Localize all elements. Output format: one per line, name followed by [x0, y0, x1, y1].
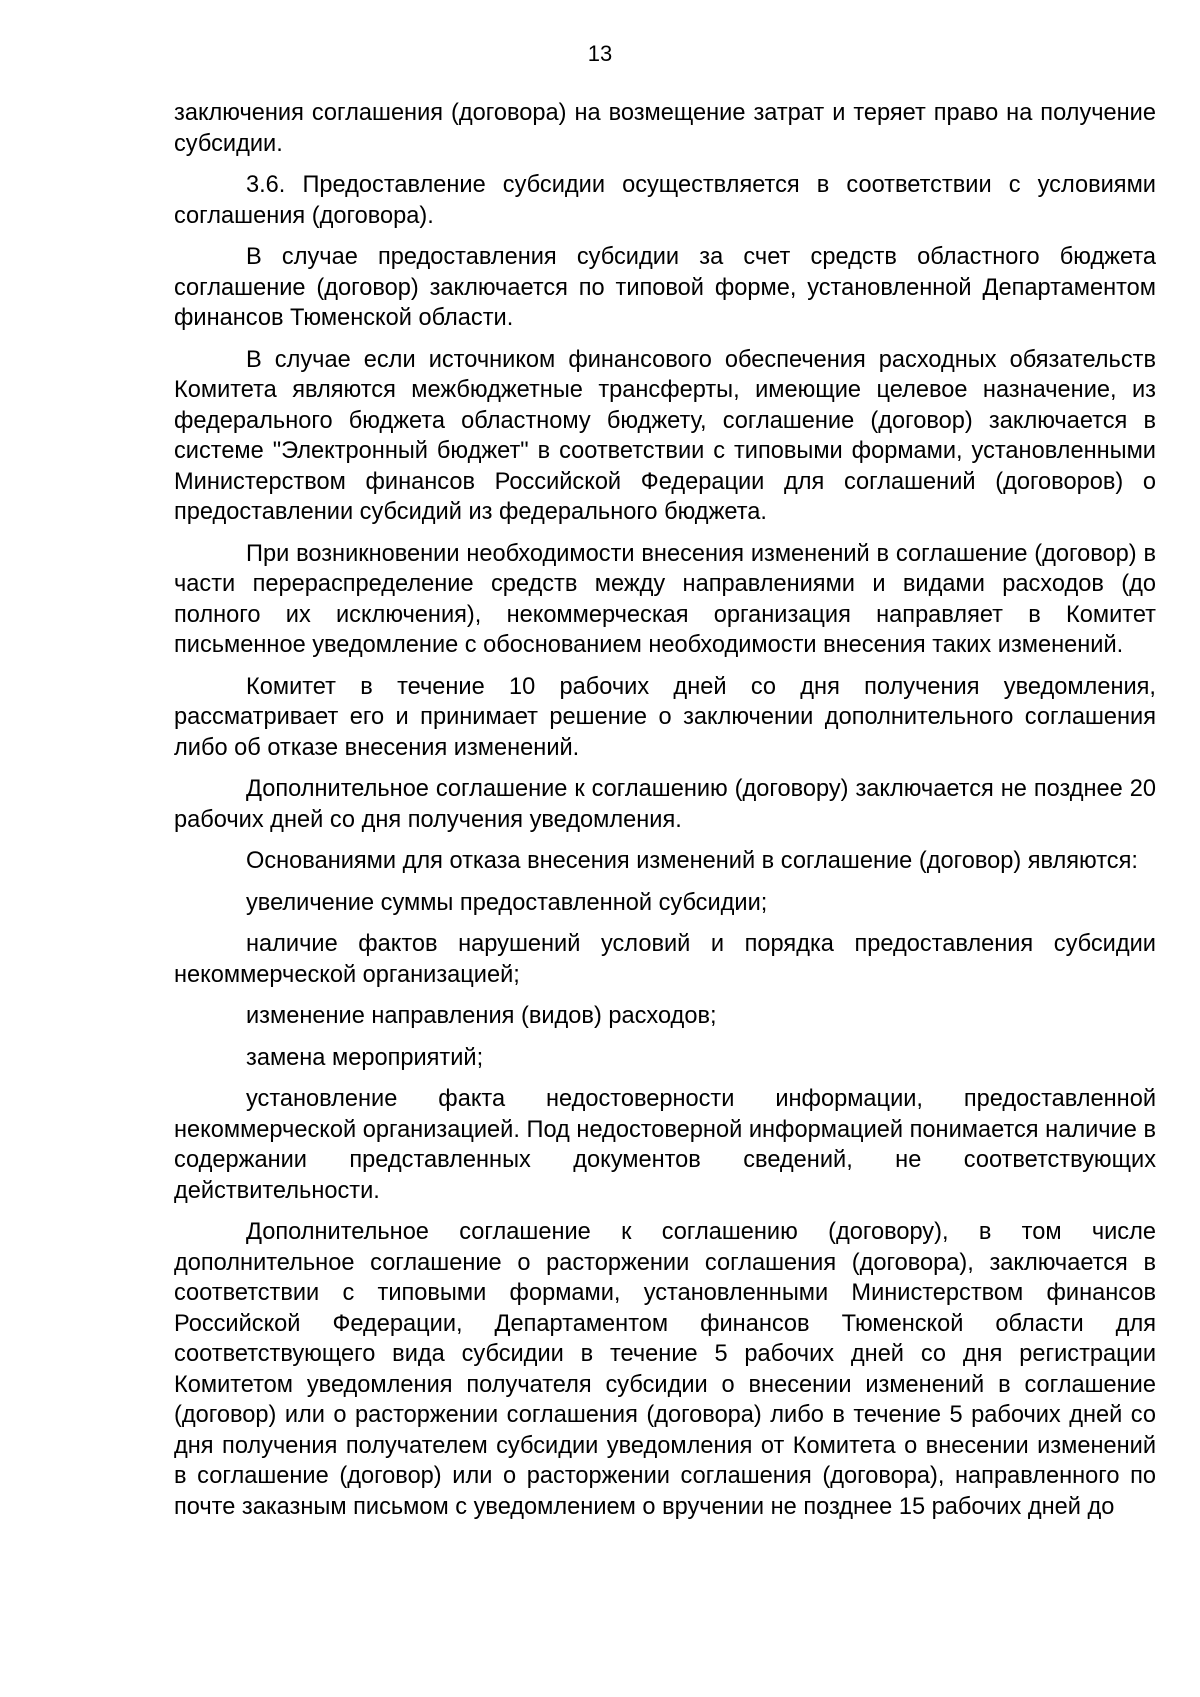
- list-item-4: замена мероприятий;: [246, 1044, 484, 1071]
- paragraph-1: заключения соглашения (договора) на возмещение затрат и теряет право на получение субсидии.: [174, 100, 1156, 157]
- document-body: [174, 98, 1156, 1533]
- paragraph-8: Основаниями для отказа внесения изменений в соглашение (договор) являются:: [246, 848, 1138, 874]
- list-item-1: увеличение суммы предоставленной субсидии;: [246, 889, 768, 916]
- list-item-3: изменение направления (видов) расходов;: [246, 1003, 717, 1029]
- paragraph-5: При возникновении необходимости внесения изменений в соглашение (договор) в части перераспределение средств между направлениями и видами расходов (до полного их исключения), некоммерческая организация направляет в Комитет письменное уведомление с обоснованием необходимости внесения таких изменений.: [174, 540, 1156, 658]
- paragraph-2: 3.6. Предоставление субсидии осуществляется в соответствии с условиями соглашения (договора).: [174, 172, 1156, 229]
- page-number: 13: [587, 41, 613, 66]
- paragraph-9: Дополнительное соглашение к соглашению (договору), в том числе дополнительное соглашение о расторжении соглашения (договора), заключается в соответствии с типовыми формами, установленными Министерством финансов Российской Федерации, Департаментом финансов Тюменской области для соответствующего вида субсидии в течение 5 рабочих дней со дня регистрации Комитетом уведомления получателя субсидии о внесении изменений в соглашение (договор) или о расторжении соглашения (договора) либо в течение 5 рабочих дней со дня получения получателем субсидии уведомления от Комитета о внесении изменений в соглашение (договор) или о расторжении соглашения (договора), направленного по почте заказным письмом с уведомлением о вручении не позднее 15 рабочих дней до: [174, 1219, 1156, 1520]
- list-item-5: установление факта недостоверности информации, предоставленной некоммерческой организацией. Под недостоверной информацией понимается наличие в содержании представленных документов сведений, не соответствующих действительности.: [174, 1086, 1156, 1204]
- paragraph-6: Комитет в течение 10 рабочих дней со дня получения уведомления, рассматривает его и принимает решение о заключении дополнительного соглашения либо об отказе внесения изменений.: [174, 673, 1156, 761]
- paragraph-4: В случае если источником финансового обеспечения расходных обязательств Комитета являются межбюджетные трансферты, имеющие целевое назначение, из федерального бюджета областному бюджету, соглашение (договор) заключается в системе "Электронный бюджет" в соответствии с типовыми формами, установленными Министерством финансов Российской Федерации для соглашений (договоров) о предоставлении субсидий из федерального бюджета.: [174, 346, 1156, 525]
- paragraph-7: Дополнительное соглашение к соглашению (договору) заключается не позднее 20 рабочих дней со дня получения уведомления.: [174, 776, 1156, 833]
- list-item-2: наличие фактов нарушений условий и порядка предоставления субсидии некоммерческой организацией;: [174, 931, 1156, 988]
- paragraph-3: В случае предоставления субсидии за счет средств областного бюджета соглашение (договор) заключается по типовой форме, установленной Департаментом финансов Тюменской области.: [174, 244, 1156, 331]
